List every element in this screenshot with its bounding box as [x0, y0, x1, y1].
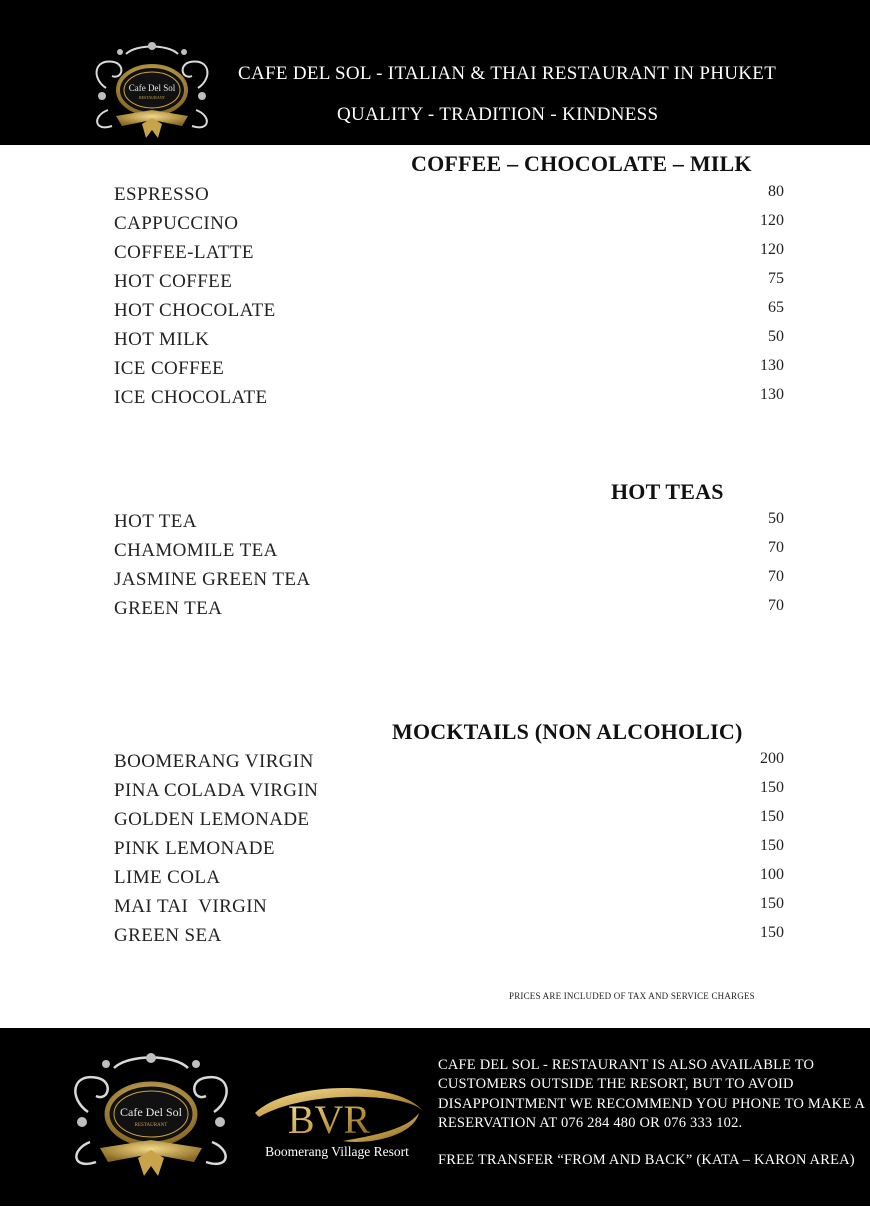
menu-item-price: 130 — [760, 357, 784, 374]
menu-item-price: 65 — [768, 299, 784, 316]
menu-item-name: HOT MILK — [114, 329, 210, 350]
menu-item-name: GREEN SEA — [114, 925, 222, 946]
menu-item-price: 100 — [760, 866, 784, 883]
menu-item-price: 150 — [760, 779, 784, 796]
menu-item — [114, 387, 784, 411]
menu-item-name: BOOMERANG VIRGIN — [114, 751, 314, 772]
menu-item-name: GOLDEN LEMONADE — [114, 809, 310, 830]
menu-item-name: ESPRESSO — [114, 184, 210, 205]
menu-item-name: LIME COLA — [114, 867, 221, 888]
section-title-mocktails: MOCKTAILS (NON ALCOHOLIC) — [392, 719, 743, 744]
menu-item-price: 150 — [760, 895, 784, 912]
bvr-logo — [247, 1083, 427, 1168]
menu-item-price: 70 — [768, 597, 784, 614]
menu-item-price: 70 — [768, 539, 784, 556]
menu-item-price: 75 — [768, 270, 784, 287]
footer-banner — [0, 1028, 870, 1206]
menu-item-price: 150 — [760, 924, 784, 941]
section-title-coffee: COFFEE – CHOCOLATE – MILK — [411, 151, 752, 176]
menu-item-price: 200 — [760, 750, 784, 767]
menu-item-price: 50 — [768, 510, 784, 527]
menu-item-price: 130 — [760, 386, 784, 403]
menu-item — [114, 213, 784, 237]
menu-item-name: CHAMOMILE TEA — [114, 540, 278, 561]
menu-item-name: HOT COFFEE — [114, 271, 233, 292]
menu-item-name: GREEN TEA — [114, 598, 223, 619]
menu-item-price: 70 — [768, 568, 784, 585]
menu-item-name: COFFEE-LATTE — [114, 242, 254, 263]
bvr-letters: BVR — [287, 1097, 371, 1142]
menu-item-price: 120 — [760, 241, 784, 258]
header-banner — [0, 0, 870, 145]
menu-item — [114, 358, 784, 382]
menu-item-price: 150 — [760, 837, 784, 854]
header-title: CAFE DEL SOL - ITALIAN & THAI RESTAURANT IN PHUKET — [238, 63, 777, 84]
menu-item-name: HOT CHOCOLATE — [114, 300, 276, 321]
menu-item-name: PINA COLADA VIRGIN — [114, 780, 319, 801]
menu-item-name: HOT TEA — [114, 511, 197, 532]
footer-transfer-text: FREE TRANSFER “FROM AND BACK” (KATA – KARON AREA) — [438, 1152, 855, 1168]
menu-item — [114, 925, 784, 949]
bvr-resort-name: Boomerang Village Resort — [265, 1144, 409, 1159]
cafe-del-sol-logo-footer — [62, 1050, 240, 1180]
menu-item-name: CAPPUCCINO — [114, 213, 239, 234]
menu-item — [114, 569, 784, 593]
menu-item-name: JASMINE GREEN TEA — [114, 569, 311, 590]
section-title-hot-teas: HOT TEAS — [611, 479, 724, 504]
header-tagline: QUALITY - TRADITION - KINDNESS — [337, 104, 659, 125]
menu-item — [114, 329, 784, 353]
menu-item-price: 150 — [760, 808, 784, 825]
footer-logo-title-text: Cafe Del Sol — [120, 1105, 182, 1119]
menu-item — [114, 300, 784, 324]
footer-logo-subtitle-text: RESTAURANT — [134, 1123, 168, 1128]
menu-item — [114, 896, 784, 920]
cafe-del-sol-logo — [86, 40, 218, 140]
menu-item — [114, 809, 784, 833]
menu-item — [114, 511, 784, 535]
footer-info-text: CAFE DEL SOL - RESTAURANT IS ALSO AVAILABLE TO CUSTOMERS OUTSIDE THE RESORT, BUT TO AVOID DISAPPOINTMENT WE RECOMMEND YOU PHONE TO MAKE A RESERVATION AT 076 284 480 OR 076 333 102. — [438, 1057, 865, 1131]
menu-item-name: ICE CHOCOLATE — [114, 387, 268, 408]
price-note: PRICES ARE INCLUDED OF TAX AND SERVICE CHARGES — [509, 991, 755, 1001]
menu-item-price: 80 — [768, 183, 784, 200]
menu-item-price: 120 — [760, 212, 784, 229]
logo-title-text: Cafe Del Sol — [128, 83, 176, 93]
menu-item — [114, 598, 784, 622]
logo-subtitle-text: RESTAURANT — [138, 95, 166, 100]
menu-item-name: ICE COFFEE — [114, 358, 225, 379]
menu-item — [114, 184, 784, 208]
menu-item — [114, 867, 784, 891]
menu-item — [114, 838, 784, 862]
menu-item — [114, 242, 784, 266]
menu-item — [114, 751, 784, 775]
menu-item-price: 50 — [768, 328, 784, 345]
menu-item — [114, 540, 784, 564]
menu-item — [114, 271, 784, 295]
menu-item — [114, 780, 784, 804]
menu-item-name: MAI TAI VIRGIN — [114, 896, 268, 917]
menu-item-name: PINK LEMONADE — [114, 838, 275, 859]
